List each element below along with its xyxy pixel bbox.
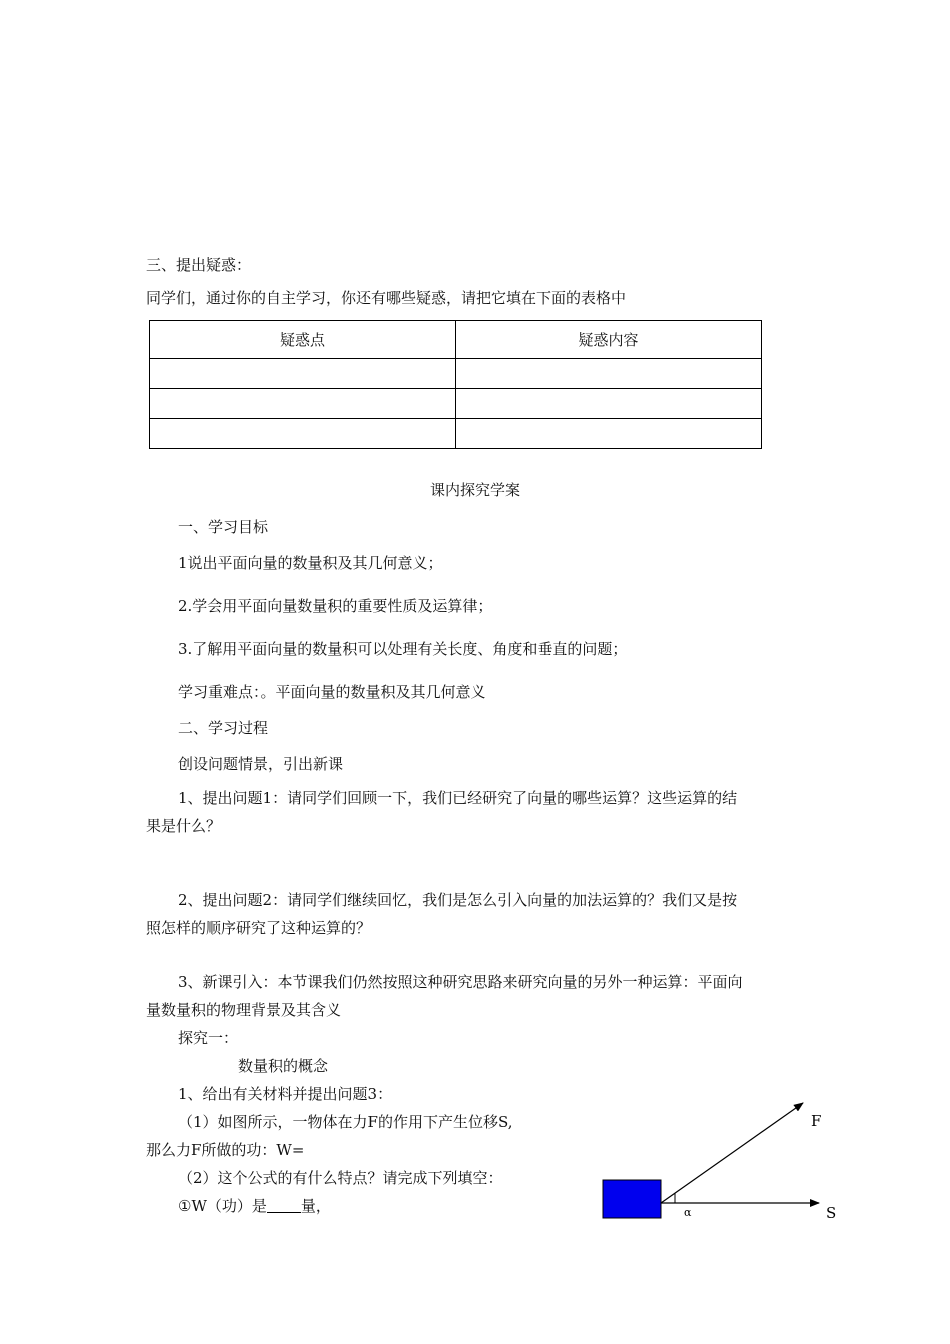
table-row [150,359,762,389]
question-2-line-1: 2、提出问题2：请同学们继续回忆，我们是怎么引入向量的加法运算的？我们又是按 [178,891,738,909]
question-2-line-2: 照怎样的顺序研究了这种运算的？ [146,919,372,937]
table-cell [150,419,456,449]
material-line: 1、给出有关材料并提出问题3： [178,1085,393,1103]
sub-question-1-line-1: （1）如图所示，一物体在力F的作用下产生位移S, [178,1113,513,1131]
objective-item: 1说出平面向量的数量积及其几何意义； [178,554,443,572]
objectives-heading: 一、学习目标 [178,518,269,536]
page-title: 课内探究学案 [429,481,520,499]
fill-in-1-prefix: ①W（功）是 [178,1197,267,1215]
table-cell [456,389,762,419]
angle-label: α [684,1206,692,1219]
question-3-line-1: 3、新课引入：本节课我们仍然按照这种研究思路来研究向量的另外一种运算：平面向 [178,973,743,991]
force-displacement-figure [595,1095,845,1230]
sub-question-2: （2）这个公式的有什么特点？请完成下列填空： [178,1169,503,1187]
fill-blank [267,1197,301,1213]
fill-in-1-suffix: 量， [300,1197,331,1215]
table-cell [150,359,456,389]
question-3-line-2: 量数量积的物理背景及其含义 [146,1001,342,1019]
objective-item: 3.了解用平面向量的数量积可以处理有关长度、角度和垂直的问题； [178,640,628,658]
question-1-line-1: 1、提出问题1：请同学们回顾一下，我们已经研究了向量的哪些运算？这些运算的结 [178,789,738,807]
table-header-row [150,321,762,359]
block-rect [603,1180,661,1218]
key-points: 学习重难点：。平面向量的数量积及其几何意义 [178,683,486,701]
section3-heading: 三、提出疑惑： [146,256,252,274]
question-1-line-2: 果是什么？ [146,817,222,835]
header-doubt-content: 疑惑内容 [456,321,762,359]
table-row [150,419,762,449]
displacement-label: S [826,1204,837,1222]
objective-item: 2.学会用平面向量数量积的重要性质及运算律； [178,597,493,615]
process-heading: 二、学习过程 [178,719,269,737]
table-cell [150,389,456,419]
fill-in-1 [178,1195,331,1217]
section3-intro: 同学们，通过你的自主学习，你还有哪些疑惑，请把它填在下面的表格中 [146,289,627,307]
force-label: F [811,1112,822,1130]
header-doubt-point: 疑惑点 [150,321,456,359]
explore-heading: 探究一： [178,1029,239,1047]
concept-heading: 数量积的概念 [238,1057,329,1075]
table-cell [456,359,762,389]
table-cell [456,419,762,449]
sub-question-1-line-2: 那么力F所做的功：W= [146,1141,305,1159]
force-arrow [661,1103,803,1203]
table-row [150,389,762,419]
doubts-table [149,320,762,449]
process-subheading: 创设问题情景，引出新课 [178,755,344,773]
